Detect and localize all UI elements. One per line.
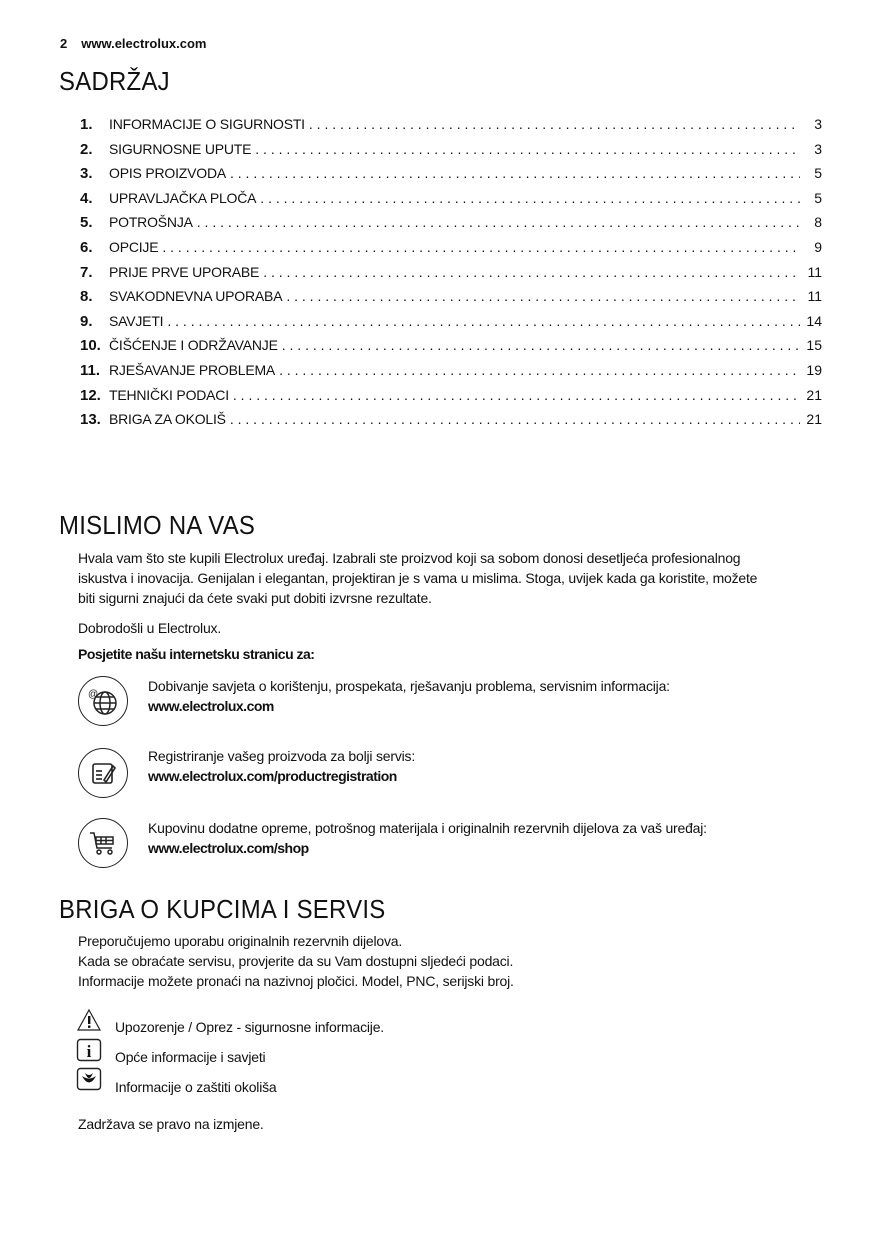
toc-item[interactable] bbox=[80, 116, 822, 141]
footer-note: Zadržava se pravo na izmjene. bbox=[78, 1116, 264, 1132]
toc-item[interactable] bbox=[80, 141, 822, 166]
toc-page: 5 bbox=[814, 189, 822, 206]
toc-number: 4. bbox=[80, 189, 93, 207]
toc-leader-dots bbox=[230, 165, 800, 181]
toc-leader-dots bbox=[263, 264, 800, 280]
visit-text: Posjetite našu internetsku stranicu za: bbox=[78, 646, 315, 662]
link-url[interactable]: www.electrolux.com bbox=[148, 698, 274, 714]
symbol-label: Upozorenje / Oprez - sigurnosne informacije. bbox=[115, 1019, 384, 1035]
care-line: Kada se obraćate servisu, provjerite da su Vam dostupni sljedeći podaci. bbox=[78, 953, 514, 969]
symbol-label: Informacije o zaštiti okoliša bbox=[115, 1079, 277, 1095]
toc-number: 6. bbox=[80, 238, 93, 256]
toc-label: INFORMACIJE O SIGURNOSTI bbox=[109, 116, 305, 132]
toc-number: 7. bbox=[80, 263, 93, 281]
toc-leader-dots bbox=[279, 362, 800, 378]
registration-icon bbox=[78, 748, 128, 798]
toc-label: PRIJE PRVE UPORABE bbox=[109, 263, 260, 280]
link-description: Kupovinu dodatne opreme, potrošnog materijala i originalnih rezervnih dijelova za vaš uređaj: bbox=[148, 820, 707, 836]
toc-leader-dots bbox=[197, 214, 800, 230]
toc-page: 21 bbox=[806, 411, 822, 428]
warning-icon bbox=[76, 1008, 102, 1032]
toc-leader-dots bbox=[167, 313, 800, 329]
toc-item[interactable] bbox=[80, 288, 822, 313]
toc-leader-dots bbox=[260, 190, 800, 206]
toc-number: 9. bbox=[80, 312, 93, 330]
link-block bbox=[148, 746, 415, 786]
toc-number: 5. bbox=[80, 214, 93, 232]
toc-item[interactable] bbox=[80, 264, 822, 289]
toc-label: ČIŠĆENJE I ODRŽAVANJE bbox=[109, 337, 278, 354]
toc-item[interactable] bbox=[80, 387, 822, 412]
toc-number: 3. bbox=[80, 165, 93, 183]
toc-number: 12. bbox=[80, 386, 101, 404]
intro-paragraph bbox=[78, 548, 757, 608]
page-number: 2 bbox=[60, 36, 68, 51]
toc-label: SIGURNOSNE UPUTE bbox=[109, 140, 252, 157]
header-site: www.electrolux.com bbox=[81, 36, 207, 51]
toc-number: 1. bbox=[80, 116, 93, 133]
link-description: Registriranje vašeg proizvoda za bolji servis: bbox=[148, 748, 416, 764]
toc-leader-dots bbox=[255, 141, 800, 157]
toc-number: 13. bbox=[80, 411, 101, 429]
info-icon bbox=[76, 1038, 102, 1062]
toc-label: RJEŠAVANJE PROBLEMA bbox=[109, 361, 276, 378]
link-block bbox=[148, 818, 707, 858]
toc-label: SVAKODNEVNA UPORABA bbox=[109, 288, 283, 305]
toc-item[interactable] bbox=[80, 313, 822, 338]
toc-label: POTROŠNJA bbox=[109, 214, 193, 231]
care-title: BRIGA O KUPCIMA I SERVIS bbox=[59, 894, 386, 924]
toc-item[interactable] bbox=[80, 190, 822, 215]
care-line: Preporučujemo uporabu originalnih rezervnih dijelova. bbox=[78, 933, 403, 949]
toc-label: OPCIJE bbox=[109, 238, 159, 255]
toc-page: 11 bbox=[807, 288, 822, 305]
toc-label: BRIGA ZA OKOLIŠ bbox=[109, 411, 226, 428]
care-line: Informacije možete pronaći na nazivnoj pločici. Model, PNC, serijski broj. bbox=[78, 973, 514, 989]
intro-line: Hvala vam što ste kupili Electrolux uređaj. Izabrali ste proizvod koji sa sobom donosi desetljeća profesionalnog bbox=[78, 550, 741, 566]
toc-leader-dots bbox=[282, 337, 800, 353]
intro-line: biti sigurni znajući da ćete svaki put dobiti izvrsne rezultate. bbox=[78, 590, 432, 606]
thinking-title: MISLIMO NA VAS bbox=[59, 510, 256, 540]
link-url[interactable]: www.electrolux.com/productregistration bbox=[148, 768, 397, 784]
toc-title: SADRŽAJ bbox=[59, 66, 170, 96]
toc-label: SAVJETI bbox=[109, 312, 164, 329]
toc-item[interactable] bbox=[80, 239, 822, 264]
toc-page: 3 bbox=[814, 116, 822, 132]
toc-number: 8. bbox=[80, 288, 93, 306]
toc-page: 9 bbox=[814, 238, 822, 255]
environment-icon bbox=[76, 1067, 102, 1091]
table-of-contents bbox=[80, 116, 822, 436]
toc-number: 10. bbox=[80, 337, 101, 355]
toc-page: 5 bbox=[814, 165, 822, 182]
svg-text:@: @ bbox=[88, 689, 99, 700]
toc-item[interactable] bbox=[80, 214, 822, 239]
globe-icon bbox=[78, 676, 128, 726]
toc-item[interactable] bbox=[80, 411, 822, 436]
page-header bbox=[60, 36, 220, 51]
toc-leader-dots bbox=[230, 411, 800, 427]
intro-line: iskustva i inovacija. Genijalan i elegantan, projektiran je s vama u mislima. Stoga, uvijek kada ga koristite, možete bbox=[78, 570, 758, 586]
toc-leader-dots bbox=[233, 387, 800, 403]
toc-label: UPRAVLJAČKA PLOČA bbox=[109, 189, 257, 206]
toc-leader-dots bbox=[309, 116, 800, 132]
toc-item[interactable] bbox=[80, 362, 822, 387]
toc-label: OPIS PROIZVODA bbox=[109, 165, 226, 182]
care-paragraph bbox=[78, 931, 514, 991]
link-block bbox=[148, 676, 670, 716]
toc-number: 11. bbox=[80, 361, 101, 379]
toc-page: 3 bbox=[814, 140, 822, 157]
toc-item[interactable] bbox=[80, 337, 822, 362]
toc-page: 11 bbox=[807, 263, 822, 280]
toc-page: 15 bbox=[806, 337, 822, 354]
symbol-label: Opće informacije i savjeti bbox=[115, 1049, 266, 1065]
toc-page: 8 bbox=[814, 214, 822, 231]
toc-leader-dots bbox=[162, 239, 800, 255]
toc-label: TEHNIČKI PODACI bbox=[109, 386, 229, 403]
toc-page: 19 bbox=[806, 361, 822, 378]
toc-number: 2. bbox=[80, 140, 93, 158]
svg-text:i: i bbox=[86, 1042, 92, 1061]
link-description: Dobivanje savjeta o korištenju, prospekata, rješavanju problema, servisnim informacija: bbox=[148, 678, 670, 694]
toc-page: 14 bbox=[806, 312, 822, 329]
toc-item[interactable] bbox=[80, 165, 822, 190]
toc-page: 21 bbox=[806, 386, 822, 403]
toc-leader-dots bbox=[286, 288, 800, 304]
shopping-cart-icon bbox=[78, 818, 128, 868]
welcome-text: Dobrodošli u Electrolux. bbox=[78, 620, 222, 636]
link-url[interactable]: www.electrolux.com/shop bbox=[148, 840, 309, 856]
